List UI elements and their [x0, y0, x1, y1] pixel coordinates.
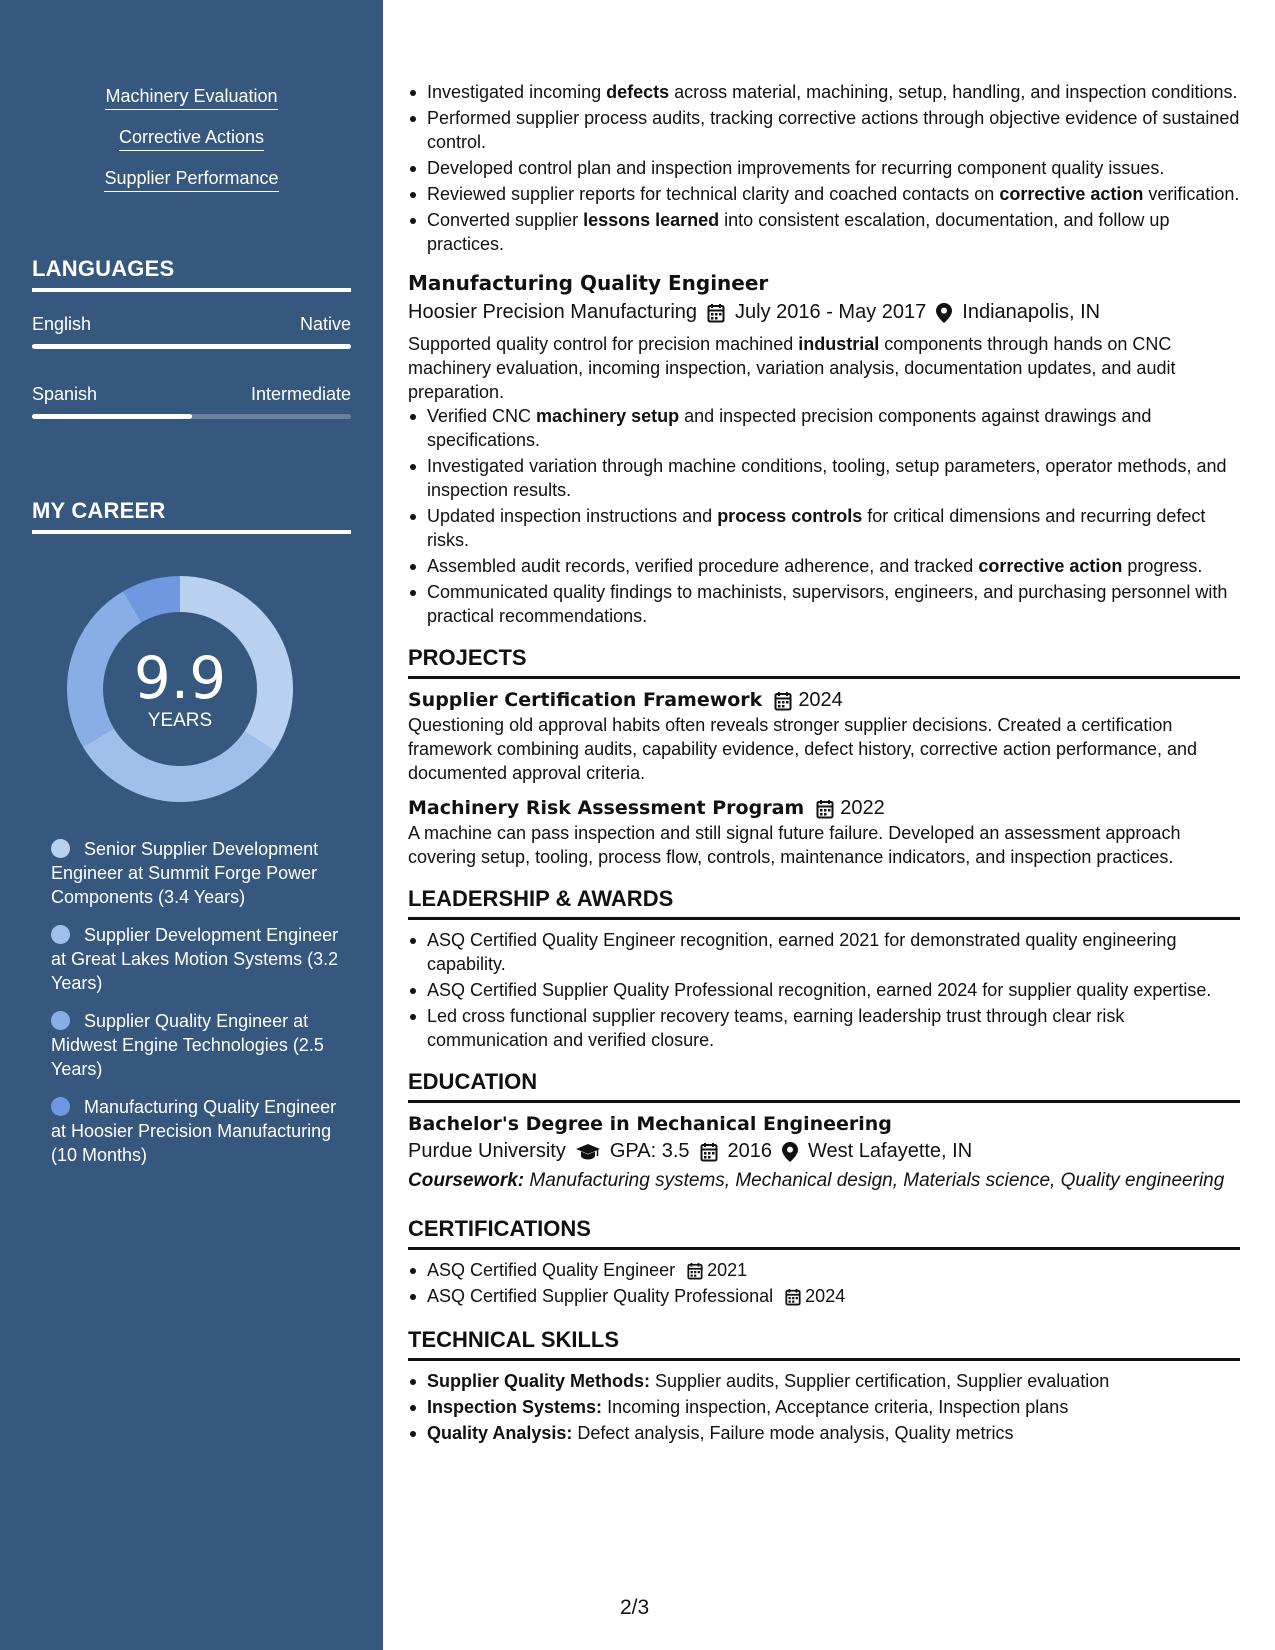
skill-item: Quality Analysis: Defect analysis, Failure mode analysis, Quality metrics [408, 1421, 1240, 1445]
education-heading: EDUCATION [408, 1068, 1240, 1103]
education-year: 2016 [727, 1140, 773, 1162]
technical-skills-list [408, 1369, 1240, 1445]
bullet-item: Assembled audit records, verified procedure adherence, and tracked corrective action progress. [408, 554, 1240, 578]
language-bar [32, 414, 351, 419]
awards-list [408, 928, 1240, 1052]
career-total-unit: YEARS [147, 710, 213, 731]
legend-dot-icon [51, 839, 70, 858]
education-school: Purdue University [408, 1140, 566, 1162]
career-item-text: Supplier Development Engineer at Great Lakes Motion Systems (3.2 Years) [51, 925, 339, 993]
sidebar [0, 0, 383, 1650]
location-pin-icon [936, 303, 952, 323]
language-bar-fill [32, 414, 192, 419]
skill-item: Supplier Quality Methods: Supplier audits, Supplier certification, Supplier evaluation [408, 1369, 1240, 1393]
donut-slice [83, 728, 275, 802]
project-title: Supplier Certification Framework [408, 689, 763, 711]
language-row [32, 384, 351, 405]
main-content [408, 80, 1240, 1447]
education-coursework: Coursework: Manufacturing systems, Mechanical design, Materials science, Quality engineering [408, 1170, 1225, 1191]
job-title: Manufacturing Quality Engineer [408, 271, 769, 295]
job-meta [408, 298, 1240, 326]
bullet-item: Investigated variation through machine conditions, tooling, setup parameters, operator methods, and inspection results. [408, 454, 1240, 502]
legend-dot-icon [51, 1011, 70, 1030]
project-description: Questioning old approval habits often reveals stronger supplier decisions. Created a certification framework combining audits, capability evidence, defect history, corrective action performance, and documented approval criteria. [408, 715, 1198, 783]
calendar-icon [687, 1262, 703, 1280]
calendar-icon [774, 691, 792, 711]
project-title-row [408, 795, 1240, 821]
projects-heading: PROJECTS [408, 644, 1240, 679]
experience-bullets [408, 80, 1240, 256]
language-name: English [32, 314, 92, 334]
donut-center [64, 644, 296, 732]
language-name: Spanish [32, 384, 98, 404]
bullet-item: Converted supplier lessons learned into consistent escalation, documentation, and follow up practices. [408, 208, 1240, 256]
certification-item: ASQ Certified Quality Engineer 2021 [408, 1258, 1240, 1282]
language-bar-fill [32, 344, 351, 349]
project-year: 2024 [798, 689, 843, 711]
legend-dot-icon [51, 1097, 70, 1116]
career-total-years: 9.9 [133, 644, 227, 712]
calendar-icon [785, 1288, 801, 1306]
career-list [51, 837, 341, 1181]
career-item-text: Manufacturing Quality Engineer at Hoosier Precision Manufacturing (10 Months) [51, 1097, 337, 1165]
career-heading: MY CAREER [32, 498, 351, 534]
skill-link[interactable]: Corrective Actions [119, 127, 264, 151]
languages-heading: LANGUAGES [32, 256, 351, 292]
bullet-item: Reviewed supplier reports for technical clarity and coached contacts on corrective action verification. [408, 182, 1240, 206]
calendar-icon [700, 1142, 718, 1162]
bullet-item: Verified CNC machinery setup and inspected precision components against drawings and specifications. [408, 404, 1240, 452]
career-item-text: Supplier Quality Engineer at Midwest Engine Technologies (2.5 Years) [51, 1011, 324, 1079]
certification-item: ASQ Certified Supplier Quality Professional 2024 [408, 1284, 1240, 1308]
language-level: Native [299, 314, 351, 334]
education-meta [408, 1137, 1240, 1165]
job-location: Indianapolis, IN [962, 301, 1101, 323]
award-item: Led cross functional supplier recovery teams, earning leadership trust through clear risk communication and verified closure. [408, 1004, 1240, 1052]
project-title: Machinery Risk Assessment Program [408, 797, 805, 819]
career-item-text: Senior Supplier Development Engineer at Summit Forge Power Components (3.4 Years) [51, 839, 319, 907]
bullet-item: Updated inspection instructions and process controls for critical dimensions and recurring defect risks. [408, 504, 1240, 552]
education-gpa: GPA: 3.5 [609, 1140, 690, 1162]
award-item: ASQ Certified Quality Engineer recognition, earned 2021 for demonstrated quality engineering capability. [408, 928, 1240, 976]
bullet-item: Investigated incoming defects across material, machining, setup, handling, and inspection conditions. [408, 80, 1240, 104]
career-item [51, 837, 341, 909]
bullet-item: Developed control plan and inspection improvements for recurring component quality issues. [408, 156, 1240, 180]
skill-item: Inspection Systems: Incoming inspection, Acceptance criteria, Inspection plans [408, 1395, 1240, 1419]
location-pin-icon [782, 1142, 798, 1162]
skill-link[interactable]: Supplier Performance [104, 168, 278, 192]
awards-heading: LEADERSHIP & AWARDS [408, 885, 1240, 920]
sidebar-skills [0, 86, 383, 209]
career-donut-chart [64, 573, 296, 805]
calendar-icon [816, 799, 834, 819]
career-item [51, 1095, 341, 1167]
project-description: A machine can pass inspection and still signal future failure. Developed an assessment approach covering setup, tooling, process flow, controls, maintenance indicators, and inspection practices. [408, 823, 1181, 867]
certifications-list [408, 1258, 1240, 1308]
job-dates: July 2016 - May 2017 [735, 301, 927, 323]
page-number: 2/3 [620, 1596, 650, 1619]
language-level: Intermediate [250, 384, 351, 404]
certifications-heading: CERTIFICATIONS [408, 1215, 1240, 1250]
language-row [32, 314, 351, 335]
career-item [51, 923, 341, 995]
job-description: Supported quality control for precision machined industrial components through hands on CNC machinery evaluation, incoming inspection, variation analysis, documentation updates, and audit preparation. [408, 334, 1176, 402]
education-location: West Lafayette, IN [808, 1140, 973, 1162]
award-item: ASQ Certified Supplier Quality Professional recognition, earned 2024 for supplier quality expertise. [408, 978, 1240, 1002]
technical-skills-heading: TECHNICAL SKILLS [408, 1326, 1240, 1361]
language-bar [32, 344, 351, 349]
education-degree: Bachelor's Degree in Mechanical Engineering [408, 1113, 892, 1135]
bullet-item: Performed supplier process audits, tracking corrective actions through objective evidence of sustained control. [408, 106, 1240, 154]
career-item [51, 1009, 341, 1081]
legend-dot-icon [51, 925, 70, 944]
calendar-icon [707, 303, 725, 323]
project-year: 2022 [840, 797, 885, 819]
job-bullets [408, 404, 1240, 628]
bullet-item: Communicated quality findings to machinists, supervisors, engineers, and purchasing personnel with practical recommendations. [408, 580, 1240, 628]
skill-link[interactable]: Machinery Evaluation [105, 86, 277, 110]
job-company: Hoosier Precision Manufacturing [408, 301, 698, 323]
project-title-row [408, 687, 1240, 713]
graduation-cap-icon [576, 1143, 600, 1161]
